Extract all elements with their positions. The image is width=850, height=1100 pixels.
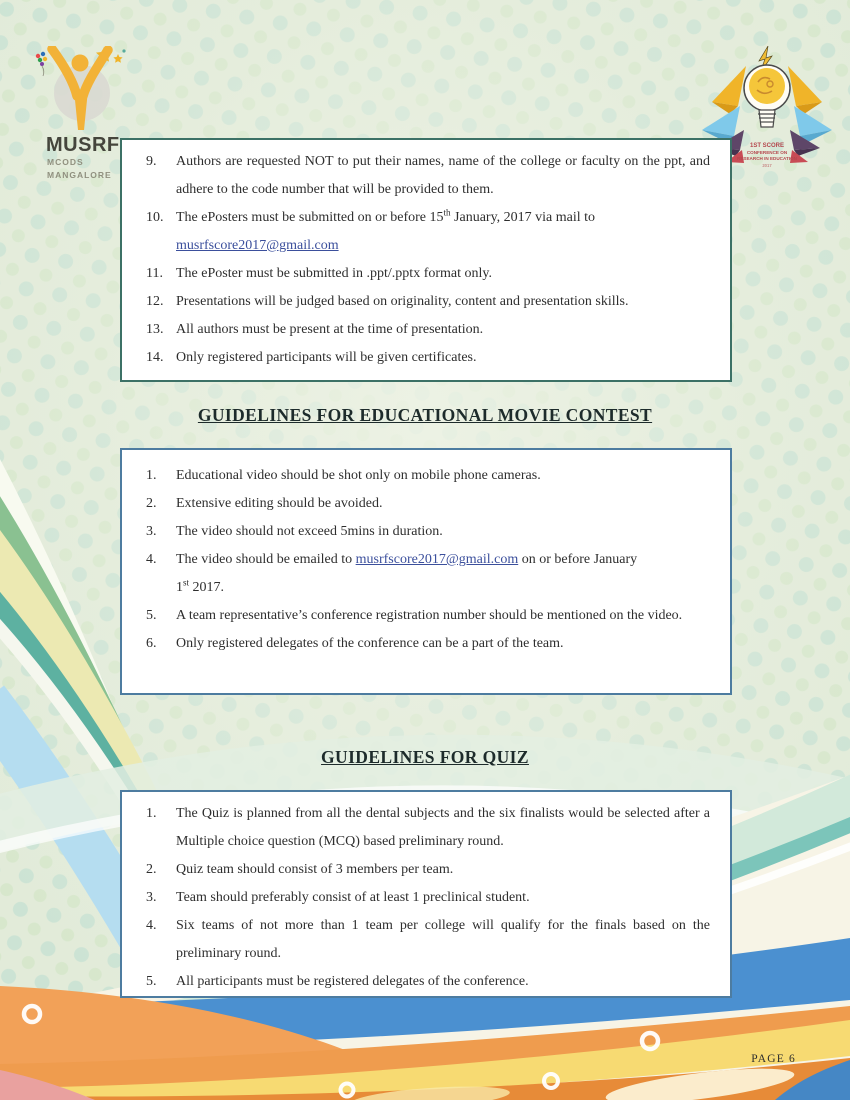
list-item bbox=[146, 490, 710, 518]
list-number: 3. bbox=[146, 524, 157, 539]
score-text-line1: 1ST SCORE bbox=[749, 143, 785, 149]
list-text: The Quiz is planned from all the dental subjects and the six finalists would be selected after a Multiple choice question (MCQ) based preliminary round. bbox=[176, 806, 710, 849]
eposter-guidelines-box bbox=[120, 138, 732, 382]
list-number: 13. bbox=[146, 322, 164, 337]
list-item bbox=[146, 316, 710, 344]
list-text: Presentations will be judged based on originality, content and presentation skills. bbox=[176, 294, 629, 309]
list-number: 10. bbox=[146, 210, 164, 225]
list-text: A team representative’s conference registration number should be mentioned on the video. bbox=[176, 608, 683, 623]
list-number: 1. bbox=[146, 806, 157, 821]
page-number: PAGE 6 bbox=[751, 1053, 796, 1065]
musrf-subtitle-2: MANGALORE bbox=[47, 169, 112, 180]
list-number: 3. bbox=[146, 890, 157, 905]
list-text: Educational video should be shot only on mobile phone cameras. bbox=[176, 468, 541, 483]
score-text-line2: CONFERENCE ON bbox=[746, 150, 788, 155]
list-number: 4. bbox=[146, 552, 157, 567]
list-number: 4. bbox=[146, 918, 157, 933]
musrf-title: MUSRF bbox=[46, 134, 120, 156]
list-item bbox=[146, 148, 710, 204]
lightbulb-icon bbox=[744, 65, 790, 127]
quiz-guidelines-box bbox=[120, 790, 732, 998]
list-text: Extensive editing should be avoided. bbox=[176, 496, 383, 511]
list-text: The ePosters must be submitted on or before 15th January, 2017 via mail to musrfscore2017@gmail.com bbox=[176, 207, 596, 253]
list-number: 2. bbox=[146, 496, 157, 511]
list-text: Only registered participants will be given certificates. bbox=[176, 350, 477, 365]
movie-contest-heading: GUIDELINES FOR EDUCATIONAL MOVIE CONTEST bbox=[197, 405, 653, 425]
quiz-heading: GUIDELINES FOR QUIZ bbox=[321, 747, 529, 767]
list-number: 5. bbox=[146, 974, 157, 989]
list-item bbox=[146, 968, 710, 996]
list-item bbox=[146, 546, 710, 602]
list-number: 5. bbox=[146, 608, 157, 623]
list-text: The ePoster must be submitted in .ppt/.pptx format only. bbox=[176, 266, 492, 281]
email-link[interactable]: musrfscore2017@gmail.com bbox=[355, 552, 519, 567]
list-item bbox=[146, 344, 710, 372]
list-text: The video should be emailed to musrfscore2017@gmail.com on or before January 1st 2017. bbox=[176, 552, 638, 595]
list-number: 9. bbox=[146, 154, 157, 169]
list-text: The video should not exceed 5mins in duration. bbox=[176, 524, 443, 539]
list-number: 12. bbox=[146, 294, 164, 309]
movie-guidelines-box bbox=[120, 448, 732, 695]
musrf-subtitle-1: MCODS bbox=[47, 157, 84, 167]
musrf-figure-icon bbox=[30, 46, 130, 134]
list-text: Six teams of not more than 1 team per college will qualify for the finals based on the preliminary round. bbox=[176, 918, 710, 961]
list-number: 2. bbox=[146, 862, 157, 877]
list-text: Only registered delegates of the conference can be a part of the team. bbox=[176, 636, 564, 651]
list-item bbox=[146, 912, 710, 968]
list-item bbox=[146, 288, 710, 316]
list-item bbox=[146, 462, 710, 490]
list-item bbox=[146, 856, 710, 884]
list-item bbox=[146, 518, 710, 546]
list-item bbox=[146, 630, 710, 658]
list-item bbox=[146, 884, 710, 912]
list-number: 6. bbox=[146, 636, 157, 651]
list-text: Team should preferably consist of at least 1 preclinical student. bbox=[176, 890, 530, 905]
list-number: 1. bbox=[146, 468, 157, 483]
list-number: 14. bbox=[146, 350, 164, 365]
list-text: Quiz team should consist of 3 members per team. bbox=[176, 862, 454, 877]
list-item bbox=[146, 204, 710, 260]
list-item bbox=[146, 800, 710, 856]
arrows-right-icon bbox=[788, 66, 832, 163]
list-number: 11. bbox=[146, 266, 163, 281]
list-item bbox=[146, 602, 710, 630]
list-text: All authors must be present at the time of presentation. bbox=[176, 322, 484, 337]
list-item bbox=[146, 260, 710, 288]
score-text-line3: RESEARCH IN EDUCATION bbox=[737, 156, 797, 161]
list-text: Authors are requested NOT to put their names, name of the college or faculty on the ppt, and adhere to the code number that will be provided to them. bbox=[176, 154, 710, 197]
balloon-icon bbox=[36, 52, 47, 76]
score-text-line4: 2017 bbox=[762, 163, 772, 168]
list-text: All participants must be registered delegates of the conference. bbox=[176, 974, 529, 989]
email-link[interactable]: musrfscore2017@gmail.com bbox=[176, 238, 339, 253]
